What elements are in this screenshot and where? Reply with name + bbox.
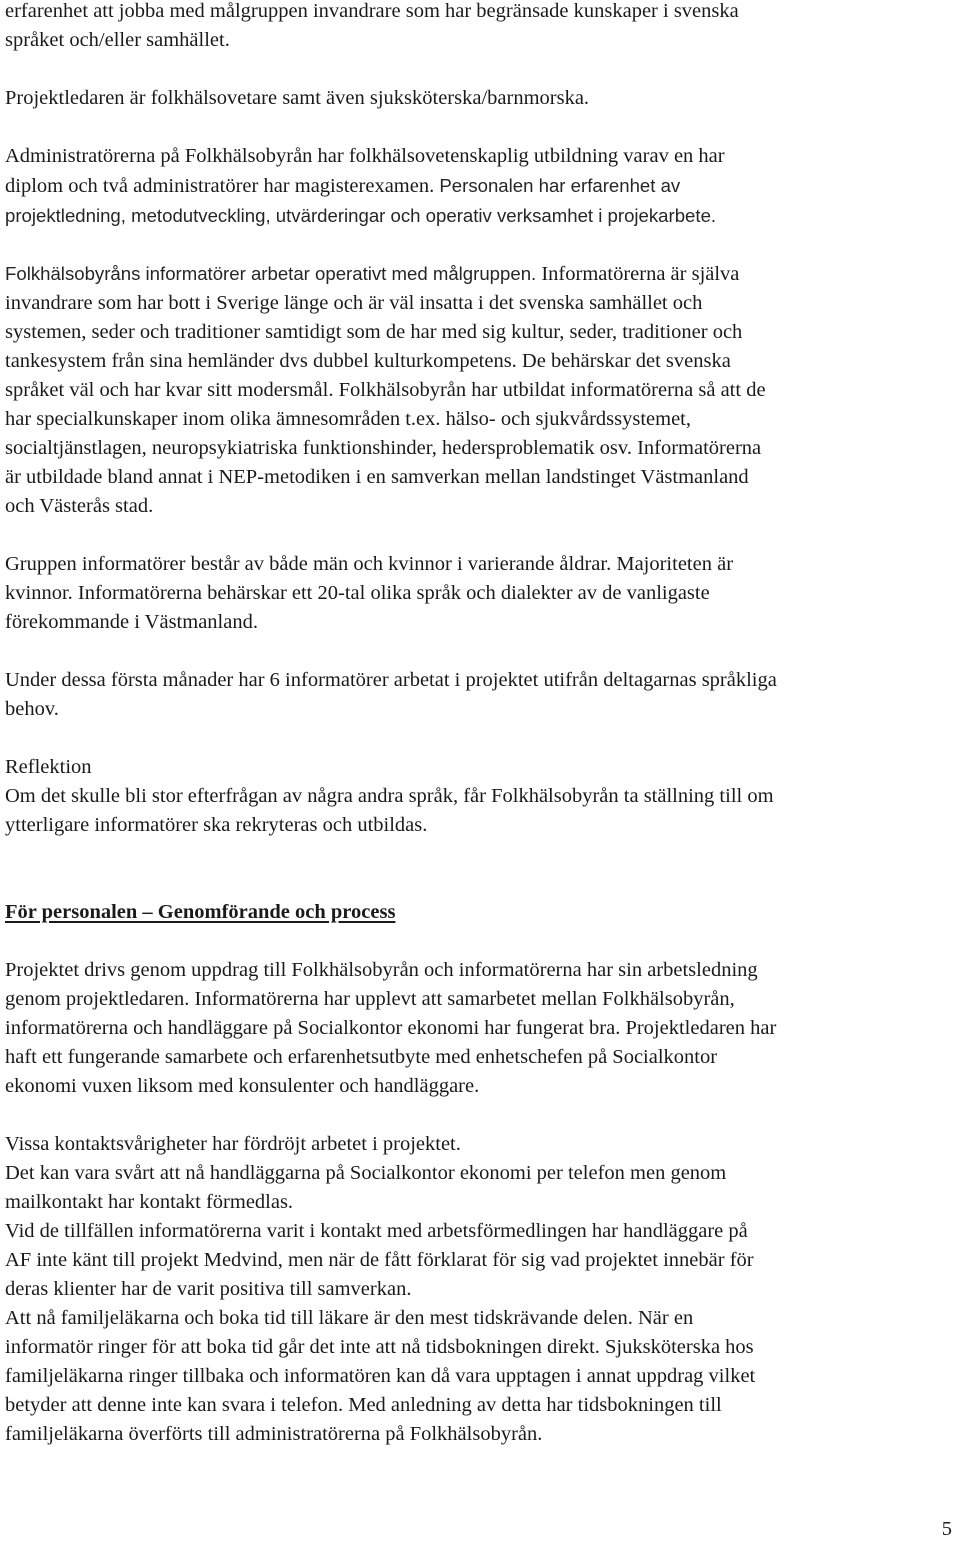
text-line: socialtjänstlagen, neuropsykiatriska funktionshinder, hedersproblematik osv. Informatörerna [5,437,762,459]
paragraph-reflection [5,753,955,840]
text-line: Om det skulle bli stor efterfrågan av några andra språk, får Folkhälsobyrån ta ställning till om [5,785,774,807]
section-heading: För personalen – Genomförande och process [5,901,396,923]
text-line: är utbildade bland annat i NEP-metodiken i en samverkan mellan landstinget Västmanland [5,466,749,488]
text-line: genom projektledaren. Informatörerna har upplevt att samarbetet mellan Folkhälsobyrån, [5,988,735,1010]
text-line [5,171,955,201]
text-line: Vissa kontaktsvårigheter har fördröjt arbetet i projektet. [5,1133,461,1155]
text-line: informatör ringer för att boka tid går det inte att nå tidsbokningen direkt. Sjuksköterska hos [5,1336,754,1358]
text-line: deras klienter har de varit positiva till samverkan. [5,1278,412,1300]
text-line: Gruppen informatörer består av både män och kvinnor i varierande åldrar. Majoriteten är [5,553,734,575]
paragraph-group-composition [5,550,955,637]
text-line: Administratörerna på Folkhälsobyrån har folkhälsovetenskaplig utbildning varav en har [5,145,725,167]
text-line: invandrare som har bott i Sverige länge och är väl insatta i det svenska samhället och [5,292,703,314]
text-line [5,259,955,289]
text-line: AF inte känt till projekt Medvind, men när de fått förklarat för sig vad projektet innebär för [5,1249,754,1271]
text-line: språket väl och har kvar sitt modersmål. Folkhälsobyrån har utbildat informatörerna så att de [5,379,766,401]
text-line: erfarenhet att jobba med målgruppen invandrare som har begränsade kunskaper i svenska [5,0,739,22]
text-line: Projektet drivs genom uppdrag till Folkhälsobyrån och informatörerna har sin arbetsledning [5,959,758,981]
paragraph-first-months [5,666,955,724]
text-line: Att nå familjeläkarna och boka tid till läkare är den mest tidskrävande delen. När en [5,1307,694,1329]
text-segment: Folkhälsobyråns informatörer arbetar operativt med målgruppen. [5,263,537,284]
text-line: förekommande i Västmanland. [5,611,258,633]
text-line: har specialkunskaper inom olika ämnesområden t.ex. hälso- och sjukvårdssystemet, [5,408,691,430]
paragraph-target-group-experience [5,0,955,55]
paragraph-administrators [5,142,955,230]
text-line: tankesystem från sina hemländer dvs dubbel kulturkompetens. De behärskar det svenska [5,350,731,372]
paragraph-project-leader [5,84,955,113]
text-line: familjeläkarna ringer tillbaka och informatören kan då vara upptagen i annat uppdrag vilket [5,1365,756,1387]
text-line: projektledning, metodutveckling, utvärderingar och operativ verksamhet i projekarbete. [5,205,717,226]
text-line: Vid de tillfällen informatörerna varit i kontakt med arbetsförmedlingen har handläggare på [5,1220,748,1242]
text-line: ekonomi vuxen liksom med konsulenter och handläggare. [5,1075,480,1097]
text-line: Under dessa första månader har 6 informatörer arbetat i projektet utifrån deltagarnas språkliga [5,669,777,691]
text-segment: diplom och två administratörer har magisterexamen. [5,175,435,197]
text-line: språket och/eller samhället. [5,29,230,51]
reflection-label: Reflektion [5,756,92,778]
paragraph-project-organisation [5,956,955,1101]
text-line: Projektledaren är folkhälsovetare samt även sjuksköterska/barnmorska. [5,87,590,109]
paragraph-contact-difficulties [5,1130,955,1449]
page-number: 5 [941,1518,952,1540]
text-line: informatörerna och handläggare på Socialkontor ekonomi har fungerat bra. Projektledaren har [5,1017,777,1039]
text-line: kvinnor. Informatörerna behärskar ett 20-tal olika språk och dialekter av de vanligaste [5,582,710,604]
text-line: mailkontakt har kontakt förmedlas. [5,1191,294,1213]
text-line: haft ett fungerande samarbete och erfarenhetsutbyte med enhetschefen på Socialkontor [5,1046,718,1068]
text-line: familjeläkarna överförts till administratörerna på Folkhälsobyrån. [5,1423,543,1445]
text-line: betyder att denne inte kan svara i telefon. Med anledning av detta har tidsbokningen till [5,1394,722,1416]
text-segment: Personalen har erfarenhet av [434,175,681,196]
paragraph-informants [5,259,955,521]
text-line: behov. [5,698,59,720]
text-line: ytterligare informatörer ska rekryteras och utbildas. [5,814,428,836]
text-line: och Västerås stad. [5,495,154,517]
text-line: Det kan vara svårt att nå handläggarna på Socialkontor ekonomi per telefon men genom [5,1162,727,1184]
text-segment: Informatörerna är själva [536,263,740,285]
document-page [5,0,955,1449]
text-line: systemen, seder och traditioner samtidigt som de har med sig kultur, seder, traditioner och [5,321,743,343]
